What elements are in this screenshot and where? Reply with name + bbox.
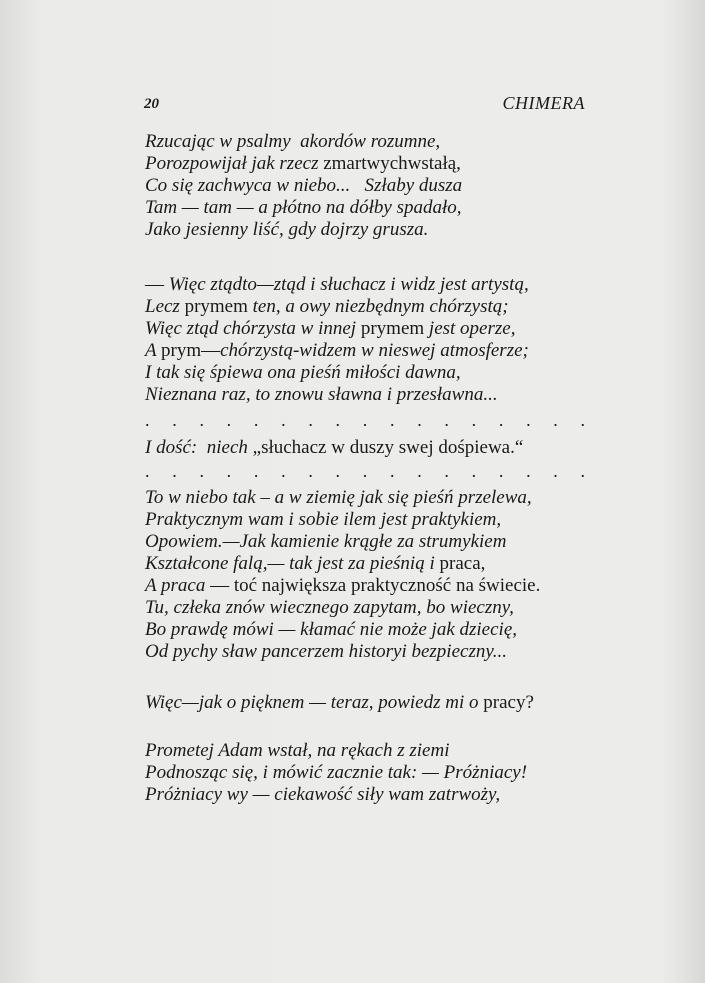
verse-line bbox=[145, 362, 461, 384]
verse-line bbox=[145, 575, 540, 597]
verse-line bbox=[145, 274, 529, 296]
italic-text: I dość: niech bbox=[145, 437, 253, 458]
italic-text: Opowiem.—Jak kamienie krągłe za strumykiem bbox=[145, 531, 507, 552]
italic-text: jest operze, bbox=[428, 318, 516, 339]
italic-text: ten, a owy niezbędnym chórzystą; bbox=[252, 296, 509, 317]
italic-text: A bbox=[145, 340, 162, 361]
roman-text: „słuchacz w duszy swej dośpiewa.“ bbox=[252, 437, 524, 458]
verse-line bbox=[145, 531, 506, 553]
roman-text: prym— bbox=[161, 340, 221, 361]
ellipsis-divider: . . . . . . . . . . . . . . . . . bbox=[145, 410, 585, 430]
italic-text: Jako jesienny liść, gdy dojrzy grusza. bbox=[145, 219, 429, 240]
verse-line bbox=[145, 296, 509, 318]
italic-text: A praca bbox=[145, 575, 206, 596]
verse-line bbox=[145, 153, 461, 175]
italic-text: Prometej Adam wstał, na rękach z ziemi bbox=[145, 740, 450, 761]
verse-line bbox=[145, 784, 500, 806]
roman-text: zmartwychwstałą, bbox=[323, 153, 461, 174]
italic-text: Porozpowijał jak rzecz bbox=[145, 153, 324, 174]
roman-text: praca, bbox=[439, 553, 486, 574]
italic-text: Od pychy sław pancerzem historyi bezpieczny... bbox=[145, 641, 507, 662]
running-title: CHIMERA bbox=[502, 93, 585, 113]
italic-text: Kształcone falą,— tak jest za pieśnią i bbox=[145, 553, 440, 574]
page-number: 20 bbox=[144, 96, 159, 112]
italic-text: Co się zachwyca w niebo... Szłaby dusza bbox=[145, 175, 463, 196]
verse-line bbox=[145, 692, 534, 714]
roman-text: pracy? bbox=[483, 692, 534, 713]
ellipsis-divider: . . . . . . . . . . . . . . . . . bbox=[145, 461, 585, 481]
verse-line bbox=[145, 175, 462, 197]
italic-text: Praktycznym wam i sobie ilem jest praktykiem, bbox=[145, 509, 502, 530]
italic-text: Bo prawdę mówi — kłamać nie może jak dziecię, bbox=[145, 619, 518, 640]
roman-text: — bbox=[145, 274, 169, 295]
roman-text: — toć największa praktyczność na świecie. bbox=[205, 575, 541, 596]
verse-line bbox=[145, 597, 514, 619]
verse-line bbox=[145, 131, 440, 153]
italic-text: Podnosząc się, i mówić zacznie tak: — Próżniacy! bbox=[145, 762, 528, 783]
italic-text: Więc—jak o pięknem — teraz, powiedz mi o bbox=[145, 692, 484, 713]
italic-text: Więc ztąd chórzysta w innej bbox=[145, 318, 361, 339]
italic-text: Lecz bbox=[145, 296, 185, 317]
italic-text: Tu, człeka znów wiecznego zapytam, bo wieczny, bbox=[145, 597, 514, 618]
italic-text: To w niebo tak – a w ziemię jak się pieśń przelewa, bbox=[145, 487, 532, 508]
verse-line bbox=[145, 384, 498, 406]
verse-line bbox=[145, 619, 517, 641]
italic-text: Nieznana raz, to znowu sławna i przesławna... bbox=[145, 384, 498, 405]
verse-line bbox=[145, 197, 462, 219]
verse-line bbox=[145, 340, 529, 362]
italic-text: Więc ztądto—ztąd i słuchacz i widz jest artystą, bbox=[168, 274, 529, 295]
italic-text: Próżniacy wy — ciekawość siły wam zatrwoży, bbox=[145, 784, 501, 805]
roman-text: prymem bbox=[184, 296, 253, 317]
italic-text: I tak się śpiewa ona pieśń miłości dawna, bbox=[145, 362, 461, 383]
italic-text: chórzystą-widzem w nieswej atmosferze; bbox=[220, 340, 529, 361]
verse-line bbox=[145, 487, 532, 509]
verse-line bbox=[145, 762, 527, 784]
italic-text: Tam — tam — a płótno na dółby spadało, bbox=[145, 197, 462, 218]
verse-line bbox=[145, 318, 515, 340]
roman-text: prymem bbox=[360, 318, 429, 339]
verse-line bbox=[145, 553, 485, 575]
verse-line bbox=[145, 437, 523, 459]
verse-line bbox=[145, 509, 501, 531]
verse-line bbox=[145, 641, 507, 663]
italic-text: Rzucając w psalmy akordów rozumne, bbox=[145, 131, 441, 152]
verse-line bbox=[145, 740, 450, 762]
verse-line bbox=[145, 219, 428, 241]
